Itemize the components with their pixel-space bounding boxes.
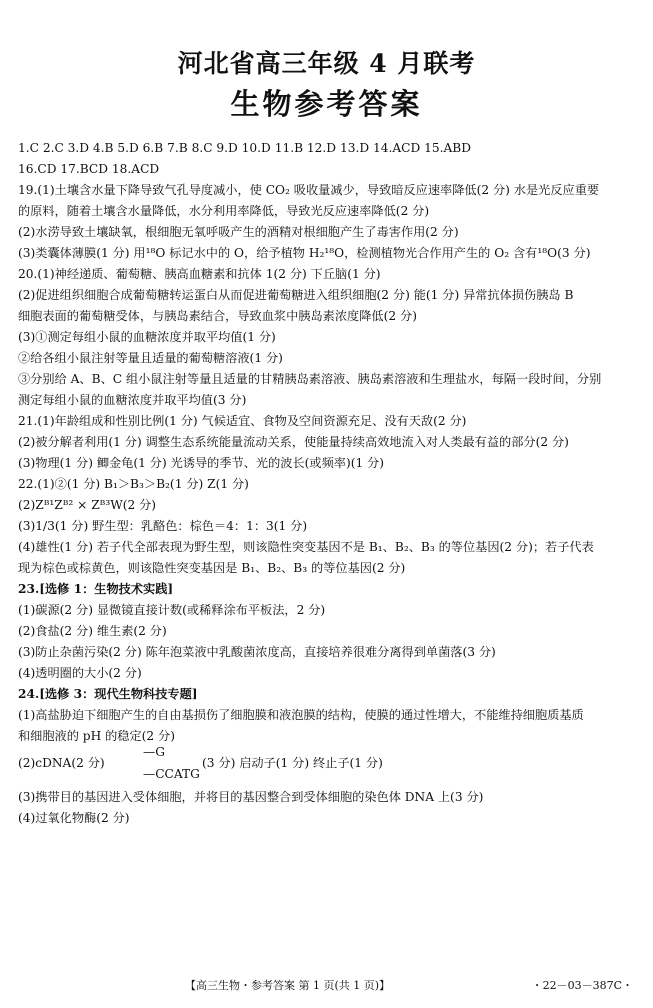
answer-line: (3)物理(1 分) 鲫金龟(1 分) 光诱导的季节、光的波长(或频率)(1 分) — [18, 456, 385, 470]
answer-line: (2)食盐(2 分) 维生素(2 分) — [18, 624, 167, 638]
answer-line: 测定每组小鼠的血糖浓度并取平均值(3 分) — [18, 393, 247, 407]
answer-line: (3)携带目的基因进入受体细胞，并将目的基因整合到受体细胞的染色体 DNA 上(3 分) — [18, 790, 484, 804]
answer-line: 的原料，随着土壤含水量降低，水分利用率降低，导致光反应速率降低(2 分) — [18, 204, 430, 218]
answer-line: 现为棕色或棕黄色，则该隐性突变基因是 B₁、B₂、B₃ 的等位基因(2 分) — [18, 561, 406, 575]
answer-line: (3)1/3(1 分) 野生型：乳酪色：棕色＝4：1：3(1 分) — [18, 519, 308, 533]
answer-line-tail: (3 分) 启动子(1 分) 终止子(1 分) — [202, 756, 383, 770]
document-subtitle: 生物参考答案 — [230, 87, 423, 121]
answer-line: (4)雄性(1 分) 若子代全部表现为野生型，则该隐性突变基因不是 B₁、B₂、B₃ 的等位基因(2 分)；若子代表 — [18, 540, 594, 554]
answer-line: ③分别给 A、B、C 组小鼠注射等量且适量的甘精胰岛素溶液、胰岛素溶液和生理盐水，每隔一段时间，分别 — [18, 372, 602, 386]
answer-line: (1)碳源(2 分) 显微镜直接计数(或稀释涂布平板法，2 分) — [18, 603, 326, 617]
section-heading: 24.[选修 3：现代生物科技专题] — [18, 687, 198, 701]
answer-line: 和细胞液的 pH 的稳定(2 分) — [18, 729, 176, 743]
sticky-end-bottom: —CCATG — [143, 767, 200, 781]
sticky-end-top: —G — [143, 745, 165, 759]
answer-line: (2)促进组织细胞合成葡萄糖转运蛋白从而促进葡萄糖进入组织细胞(2 分) 能(1 分) 异常抗体损伤胰岛 B — [18, 288, 574, 302]
document-title: 河北省高三年级 4 月联考 — [177, 49, 476, 78]
answer-line: (3)①测定每组小鼠的血糖浓度并取平均值(1 分) — [18, 330, 276, 344]
answer-line: (1)高盐胁迫下细胞产生的自由基损伤了细胞膜和液泡膜的结构，使膜的通过性增大，不能维持细胞质基质 — [18, 708, 584, 722]
answer-line: (3)类囊体薄膜(1 分) 用¹⁸O 标记水中的 O，给予植物 H₂¹⁸O，检测植物光合作用产生的 O₂ 含有¹⁸O(3 分) — [18, 246, 591, 260]
answer-line: ②给各组小鼠注射等量且适量的葡萄糖溶液(1 分) — [18, 351, 283, 365]
answer-line: 细胞表面的葡萄糖受体，与胰岛素结合，导致血浆中胰岛素浓度降低(2 分) — [18, 309, 417, 323]
answer-line: 21.(1)年龄组成和性别比例(1 分) 气候适宜、食物及空间资源充足、没有天敌(2 分) — [18, 414, 467, 428]
answer-line: (4)透明圈的大小(2 分) — [18, 666, 142, 680]
answer-line: 20.(1)神经递质、葡萄糖、胰高血糖素和抗体 1(2 分) 下丘脑(1 分) — [18, 267, 381, 281]
answer-line: (3)防止杂菌污染(2 分) 陈年泡菜液中乳酸菌浓度高，直接培养很难分离得到单菌落(3 分) — [18, 645, 496, 659]
answer-line: (2)被分解者利用(1 分) 调整生态系统能量流动关系，使能量持续高效地流入对人类最有益的部分(2 分) — [18, 435, 569, 449]
page-footer — [0, 977, 653, 997]
answer-line: 22.(1)②(1 分) B₁＞B₃＞B₂(1 分) Z(1 分) — [18, 477, 249, 491]
answer-line: (2)水涝导致土壤缺氧，根细胞无氧呼吸产生的酒精对根细胞产生了毒害作用(2 分) — [18, 225, 459, 239]
answer-line: (4)过氧化物酶(2 分) — [18, 811, 130, 825]
footer-code: ・22－03－387C・ — [531, 979, 633, 992]
answer-line: 1.C 2.C 3.D 4.B 5.D 6.B 7.B 8.C 9.D 10.D 11.B 12.D 13.D 14.ACD 15.ABD — [18, 141, 472, 155]
answer-line: (2)Zᴮ¹Zᴮ² × Zᴮ³W(2 分) — [18, 498, 157, 512]
answer-line: 19.(1)土壤含水量下降导致气孔导度减小，使 CO₂ 吸收量减少，导致暗反应速率降低(2 分) 水是光反应重要 — [18, 183, 600, 197]
footer-page-info: 【高三生物・参考答案 第 1 页(共 1 页)】 — [185, 979, 391, 992]
section-heading: 23.[选修 1：生物技术实践] — [18, 582, 174, 596]
answer-line: (2)cDNA(2 分) — [18, 756, 105, 770]
answer-line: 16.CD 17.BCD 18.ACD — [18, 162, 160, 176]
